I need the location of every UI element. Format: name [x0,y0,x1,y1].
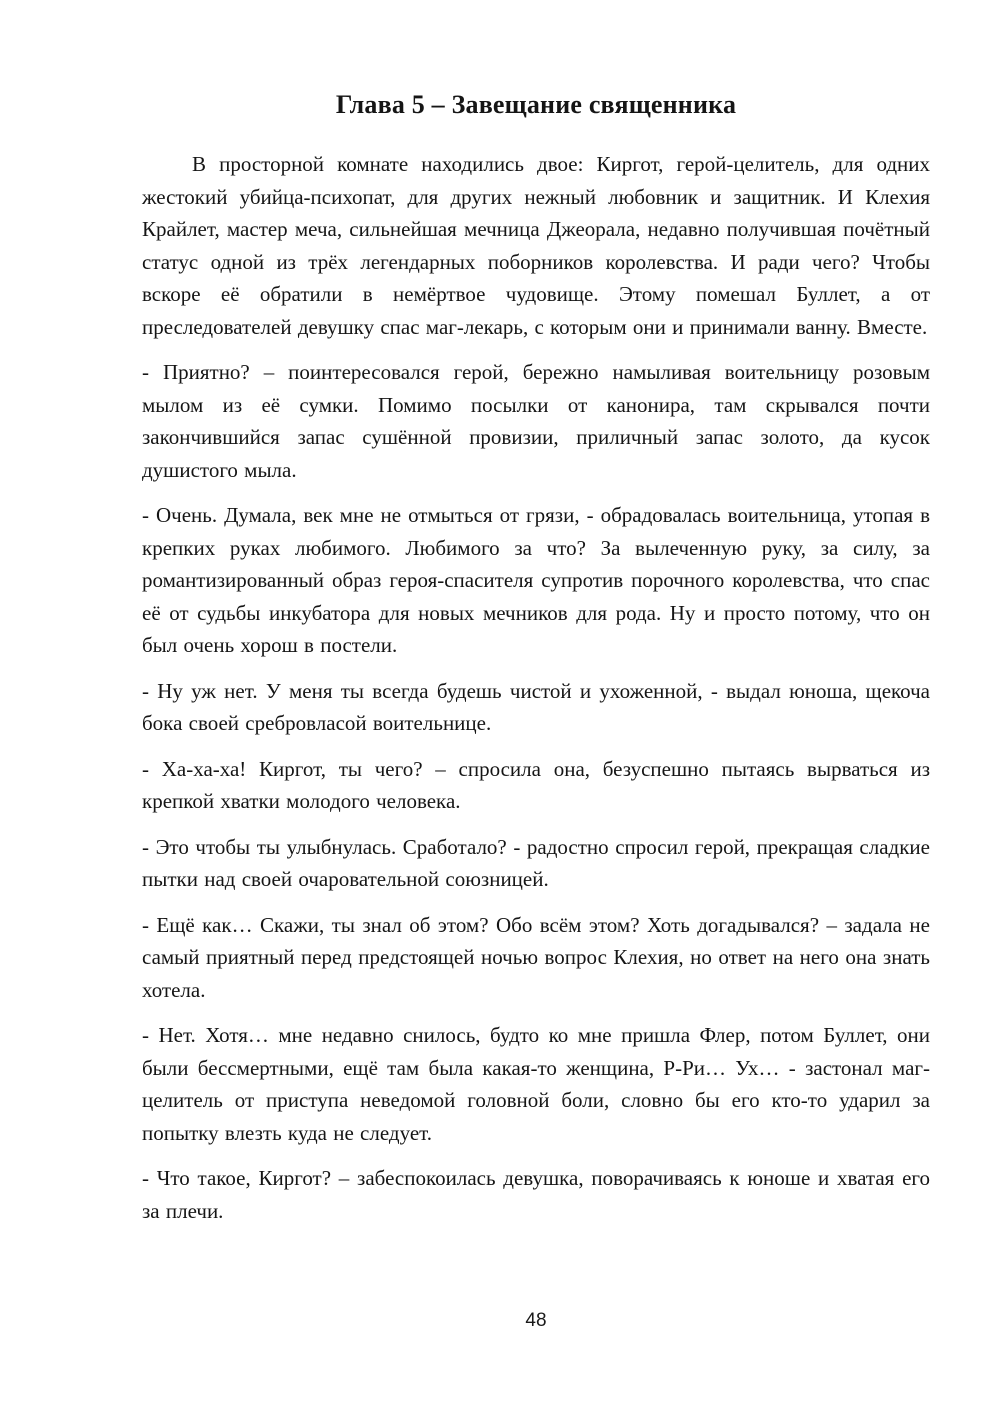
paragraph: - Приятно? – поинтересовался герой, бережно намыливая воительницу розовым мылом из её сумки. Помимо посылки от канонира, там скрывался почти закончившийся запас сушённой провизии, приличный запас золото, да кусок душистого мыла. [142,360,930,482]
paragraph: В просторной комнате находились двое: Киргот, герой-целитель, для одних жестокий убийца-психопат, для других нежный любовник и защитник. И Клехия Крайлет, мастер меча, сильнейшая мечница Джеорала, недавно получившая почётный статус одной из трёх легендарных поборников королевства. И ради чего? Чтобы вскоре её обратили в немёртвое чудовище. Этому помешал Буллет, а от преследователей девушку спас маг-лекарь, с которым они и принимали ванну. Вместе. [142,152,930,339]
paragraph: - Очень. Думала, век мне не отмыться от грязи, - обрадовалась воительница, утопая в крепких руках любимого. Любимого за что? За вылеченную руку, за силу, за романтизированный образ героя-спасителя супротив порочного королевства, что спас её от судьбы инкубатора для новых мечников для рода. Ну и просто потому, что он был очень хорош в постели. [142,503,930,657]
paragraph: - Это чтобы ты улыбнулась. Сработало? - радостно спросил герой, прекращая сладкие пытки над своей очаровательной союзницей. [142,834,930,891]
paragraph: - Что такое, Киргот? – забеспокоилась девушка, поворачиваясь к юноше и хватая его за плечи. [142,1166,930,1223]
paragraph: - Ещё как… Скажи, ты знал об этом? Обо всём этом? Хоть догадывался? – задала не самый приятный перед предстоящей ночью вопрос Клехия, но ответ на него она знать хотела. [142,912,930,1002]
paragraph: - Ну уж нет. У меня ты всегда будешь чистой и ухоженной, - выдал юноша, щекоча бока своей сребровласой воительнице. [142,678,930,735]
chapter-title: Глава 5 – Завещание священника [335,90,737,119]
paragraph: - Ха-ха-ха! Киргот, ты чего? – спросила она, безуспешно пытаясь вырваться из крепкой хватки молодого человека. [142,756,930,813]
paragraph: - Нет. Хотя… мне недавно снилось, будто ко мне пришла Флер, потом Буллет, они были бессмертными, ещё там была какая-то женщина, Р-Ри… Ух… - застонал маг-целитель от приступа неведомой головной боли, словно бы его кто-то ударил за попытку влезть куда не следует. [142,1023,930,1145]
paragraphs-container [142,148,930,1227]
page-number: 48 [525,1310,547,1331]
